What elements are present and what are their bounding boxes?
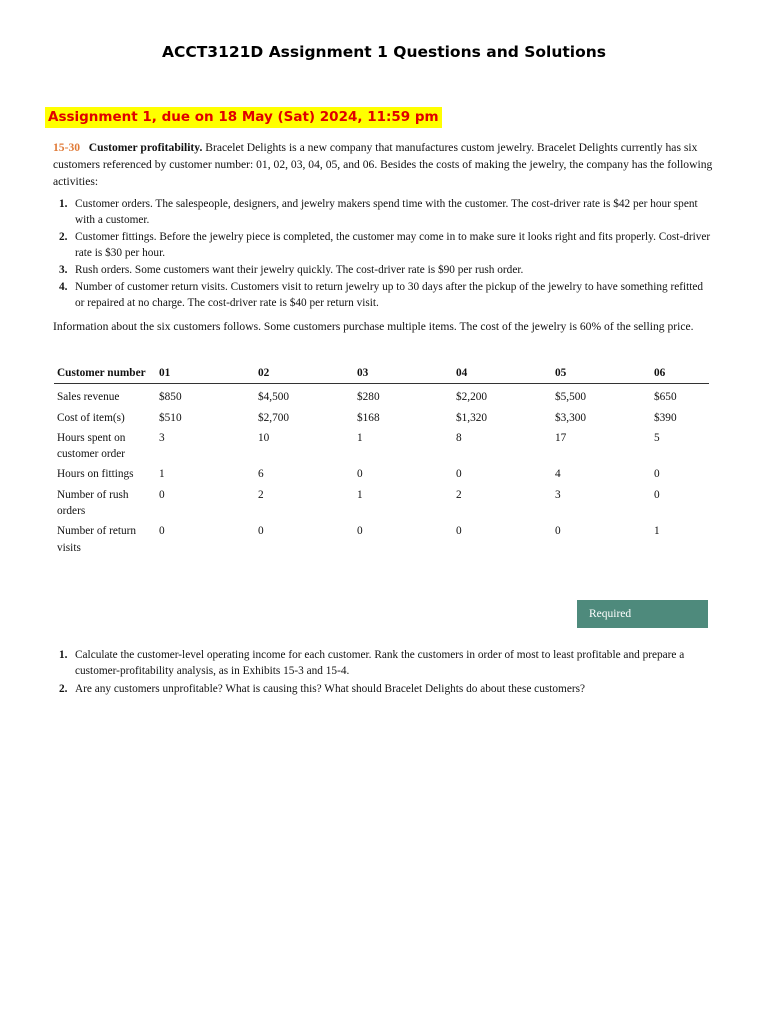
table-cell: Number of rush orders	[57, 488, 129, 518]
table-cell: 3	[159, 431, 165, 444]
table-cell: 2	[456, 488, 462, 501]
table-row	[54, 430, 709, 467]
table-cell: 4	[555, 468, 561, 481]
customer-data-table	[54, 364, 709, 560]
list-item-text: Calculate the customer-level operating income for each customer. Rank the customers in order of most to least profitable and prepare a customer-profitability analysis, as in Exhibits 15-3 and 15-4.	[75, 649, 685, 678]
list-item	[53, 262, 713, 278]
table-cell: $2,200	[456, 391, 488, 404]
list-item-number: 3.	[59, 264, 68, 277]
table-cell: 8	[456, 431, 462, 444]
due-date-banner: Assignment 1, due on 18 May (Sat) 2024, 11:59 pm	[45, 107, 442, 128]
list-item-text: Customer orders. The salespeople, designers, and jewelry makers spend time with the customer. The cost-driver rate is $42 per hour spent with a customer.	[75, 198, 698, 227]
list-item	[53, 229, 713, 262]
table-cell: $280	[357, 391, 380, 404]
table-row	[54, 410, 709, 430]
table-cell: 0	[654, 488, 660, 501]
list-item	[53, 681, 713, 697]
table-cell: 6	[258, 468, 264, 481]
table-header: Customer number	[54, 364, 156, 384]
table-cell: 0	[159, 525, 165, 538]
table-header: 05	[552, 364, 651, 384]
list-item	[53, 196, 713, 229]
table-cell: Hours spent on customer order	[57, 431, 126, 461]
table-cell: 1	[357, 488, 363, 501]
activity-list	[53, 196, 713, 312]
list-item-number: 1.	[59, 649, 68, 661]
table-cell: Cost of item(s)	[57, 411, 125, 424]
table-cell: $5,500	[555, 391, 587, 404]
list-item-number: 4.	[59, 280, 68, 293]
table-cell: $650	[654, 391, 677, 404]
list-item	[53, 279, 713, 312]
list-item-text: Number of customer return visits. Customers visit to return jewelry up to 30 days after the pickup of the jewelry to have something refitted or repaired at no charge. The cost-driver rate is $40 per return visit.	[75, 280, 704, 310]
table-cell: $2,700	[258, 411, 290, 424]
list-item-text: Are any customers unprofitable? What is causing this? What should Bracelet Delights do about these customers?	[75, 682, 586, 695]
table-cell: 0	[456, 468, 462, 481]
requirements-list	[53, 647, 713, 698]
table-cell: 0	[555, 525, 561, 538]
table-cell: 0	[357, 525, 363, 538]
table-cell: $390	[654, 411, 677, 424]
table-header: 04	[453, 364, 552, 384]
required-header: Required	[577, 600, 708, 628]
table-cell: 2	[258, 488, 264, 501]
table-cell: 5	[654, 431, 660, 444]
list-item-text: Customer fittings. Before the jewelry piece is completed, the customer may come in to make sure it looks right and fits properly. Cost-driver rate is $30 per hour.	[75, 231, 711, 260]
table-cell: $3,300	[555, 411, 587, 424]
problem-intro-text: Bracelet Delights is a new company that manufactures custom jewelry. Bracelet Delights currently has six customers referenced by customer number: 01, 02, 03, 04, 05, and 06. Besides the costs of making the jewelry, the company has the following activities:	[53, 141, 713, 188]
table-cell: $168	[357, 411, 380, 424]
problem-intro	[53, 139, 713, 190]
table-header-row	[54, 364, 709, 384]
table-header: 03	[354, 364, 453, 384]
page-title: ACCT3121D Assignment 1 Questions and Solutions	[161, 43, 607, 61]
table-row	[54, 384, 709, 410]
table-cell: 1	[654, 525, 660, 538]
problem-heading: Customer profitability.	[88, 141, 203, 154]
table-cell: Sales revenue	[57, 391, 120, 404]
table-row	[54, 487, 709, 524]
list-item-number: 2.	[59, 231, 68, 244]
table-cell: 17	[555, 431, 567, 444]
table-cell: 10	[258, 431, 270, 444]
table-row	[54, 466, 709, 486]
table-cell: 0	[258, 525, 264, 538]
list-item-text: Rush orders. Some customers want their jewelry quickly. The cost-driver rate is $90 per rush order.	[75, 264, 524, 277]
table-cell: $4,500	[258, 391, 290, 404]
table-cell: 0	[456, 525, 462, 538]
table-cell: 1	[159, 468, 165, 481]
table-header: 01	[156, 364, 255, 384]
list-item-number: 2.	[59, 682, 68, 695]
table-row	[54, 523, 709, 560]
customer-info-paragraph: Information about the six customers follows. Some customers purchase multiple items. The cost of the jewelry is 60% of the selling price.	[53, 320, 694, 333]
list-item-number: 1.	[59, 198, 68, 210]
table-cell: 1	[357, 431, 363, 444]
table-header: 06	[651, 364, 709, 384]
table-cell: 0	[159, 488, 165, 501]
list-item	[53, 647, 713, 680]
table-cell: 0	[357, 468, 363, 481]
table-cell: Hours on fittings	[57, 468, 134, 481]
table-cell: 0	[654, 468, 660, 481]
table-cell: Number of return visits	[57, 525, 137, 554]
problem-number: 15-30	[53, 141, 81, 154]
table-cell: 3	[555, 488, 561, 501]
table-cell: $850	[159, 391, 182, 404]
table-cell: $1,320	[456, 411, 488, 424]
table-header: 02	[255, 364, 354, 384]
table-cell: $510	[159, 411, 182, 424]
